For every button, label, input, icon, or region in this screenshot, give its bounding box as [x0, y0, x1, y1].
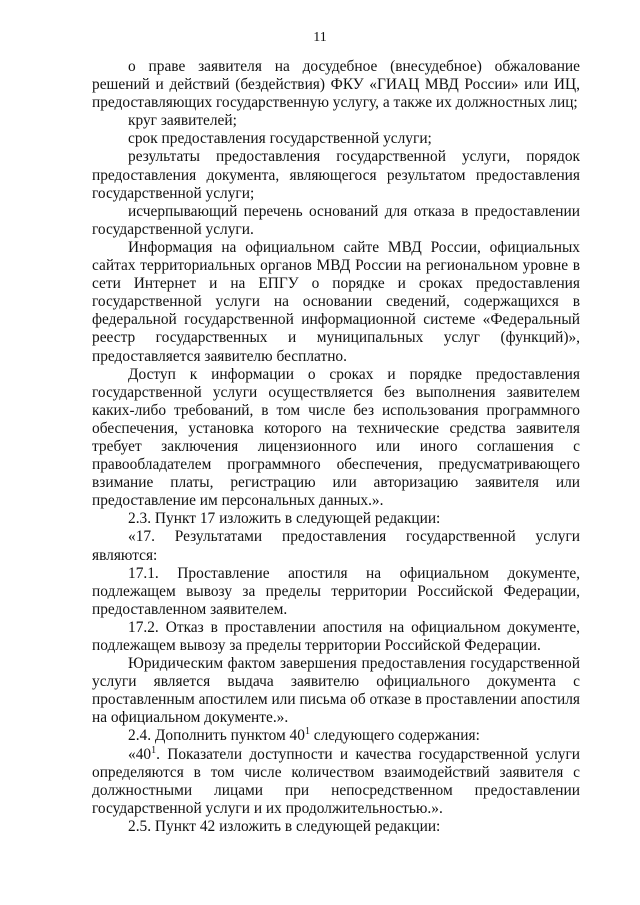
superscript-mark: 1 [151, 744, 157, 756]
paragraph-item-2-4-before: 2.4. Дополнить пунктом 40 [128, 727, 305, 745]
paragraph-item-17-2: 17.2. Отказ в проставлении апостиля на официальном документе, подлежащем вывозу за пределы территории Российской Федерации. [92, 618, 580, 654]
paragraph-appeal-rights: о праве заявителя на досудебное (внесудебное) обжалование решений и действий (бездействия) ФКУ «ГИАЦ МВД России» или ИЦ, предоставляющих государственную услугу, а также их должностных лиц; [92, 58, 580, 112]
paragraph-legal-fact: Юридическим фактом завершения предоставления государственной услуги является выдача заявителю официального документа с проставленным апостилем или письма об отказе в проставлении апостиля на официальном документе.». [92, 655, 580, 727]
paragraph-service-results: результаты предоставления государственной услуги, порядок предоставления документа, являющегося результатом предоставления государственной услуги; [92, 148, 580, 202]
document-body [92, 58, 580, 836]
paragraph-item-17: «17. Результатами предоставления государственной услуги являются: [92, 528, 580, 564]
paragraph-item-40-1 [92, 746, 580, 818]
superscript-mark: 1 [304, 726, 310, 738]
paragraph-info-access: Доступ к информации о сроках и порядке предоставления государственной услуги осуществляется без выполнения заявителем каких-либо требований, в том числе без использования программного обеспечения, установка которого на технические средства заявителя требует заключения лицензионного или иного соглашения с правообладателем программного обеспечения, предусматривающего взимание платы, регистрацию или авторизацию заявителя или предоставление им персональных данных.». [92, 365, 580, 510]
page-number: 11 [313, 30, 327, 45]
paragraph-item-17-1: 17.1. Проставление апостиля на официальном документе, подлежащем вывозу за пределы территории Российской Федерации, предоставленном заявителем. [92, 564, 580, 618]
paragraph-applicants: круг заявителей; [128, 112, 237, 130]
paragraph-website-info: Информация на официальном сайте МВД России, официальных сайтах территориальных органов МВД России на региональном уровне в сети Интернет и на ЕПГУ о порядке и сроках предоставления государственной услуги на основании сведений, содержащихся в федеральной государственной информационной системе «Федеральный реестр государственных и муниципальных услуг (функций)», предоставляется заявителю бесплатно. [92, 238, 580, 365]
paragraph-service-term: срок предоставления государственной услуги; [128, 130, 432, 148]
paragraph-item-2-4-after: следующего содержания: [309, 727, 480, 745]
paragraph-item-2-4 [92, 727, 580, 745]
paragraph-item-2-3: 2.3. Пункт 17 изложить в следующей редакции: [128, 510, 441, 528]
paragraph-item-40-1-before: «40 [128, 745, 152, 763]
paragraph-item-40-1-after: . Показатели доступности и качества государственной услуги определяются в том числе количеством взаимодействий заявителя с должностными лицами при непосредственном предоставлении государственной услуги и их продолжительностью.». [92, 745, 580, 817]
paragraph-item-2-5: 2.5. Пункт 42 изложить в следующей редакции: [128, 817, 441, 835]
paragraph-refusal-grounds: исчерпывающий перечень оснований для отказа в предоставлении государственной услуги. [92, 202, 580, 238]
